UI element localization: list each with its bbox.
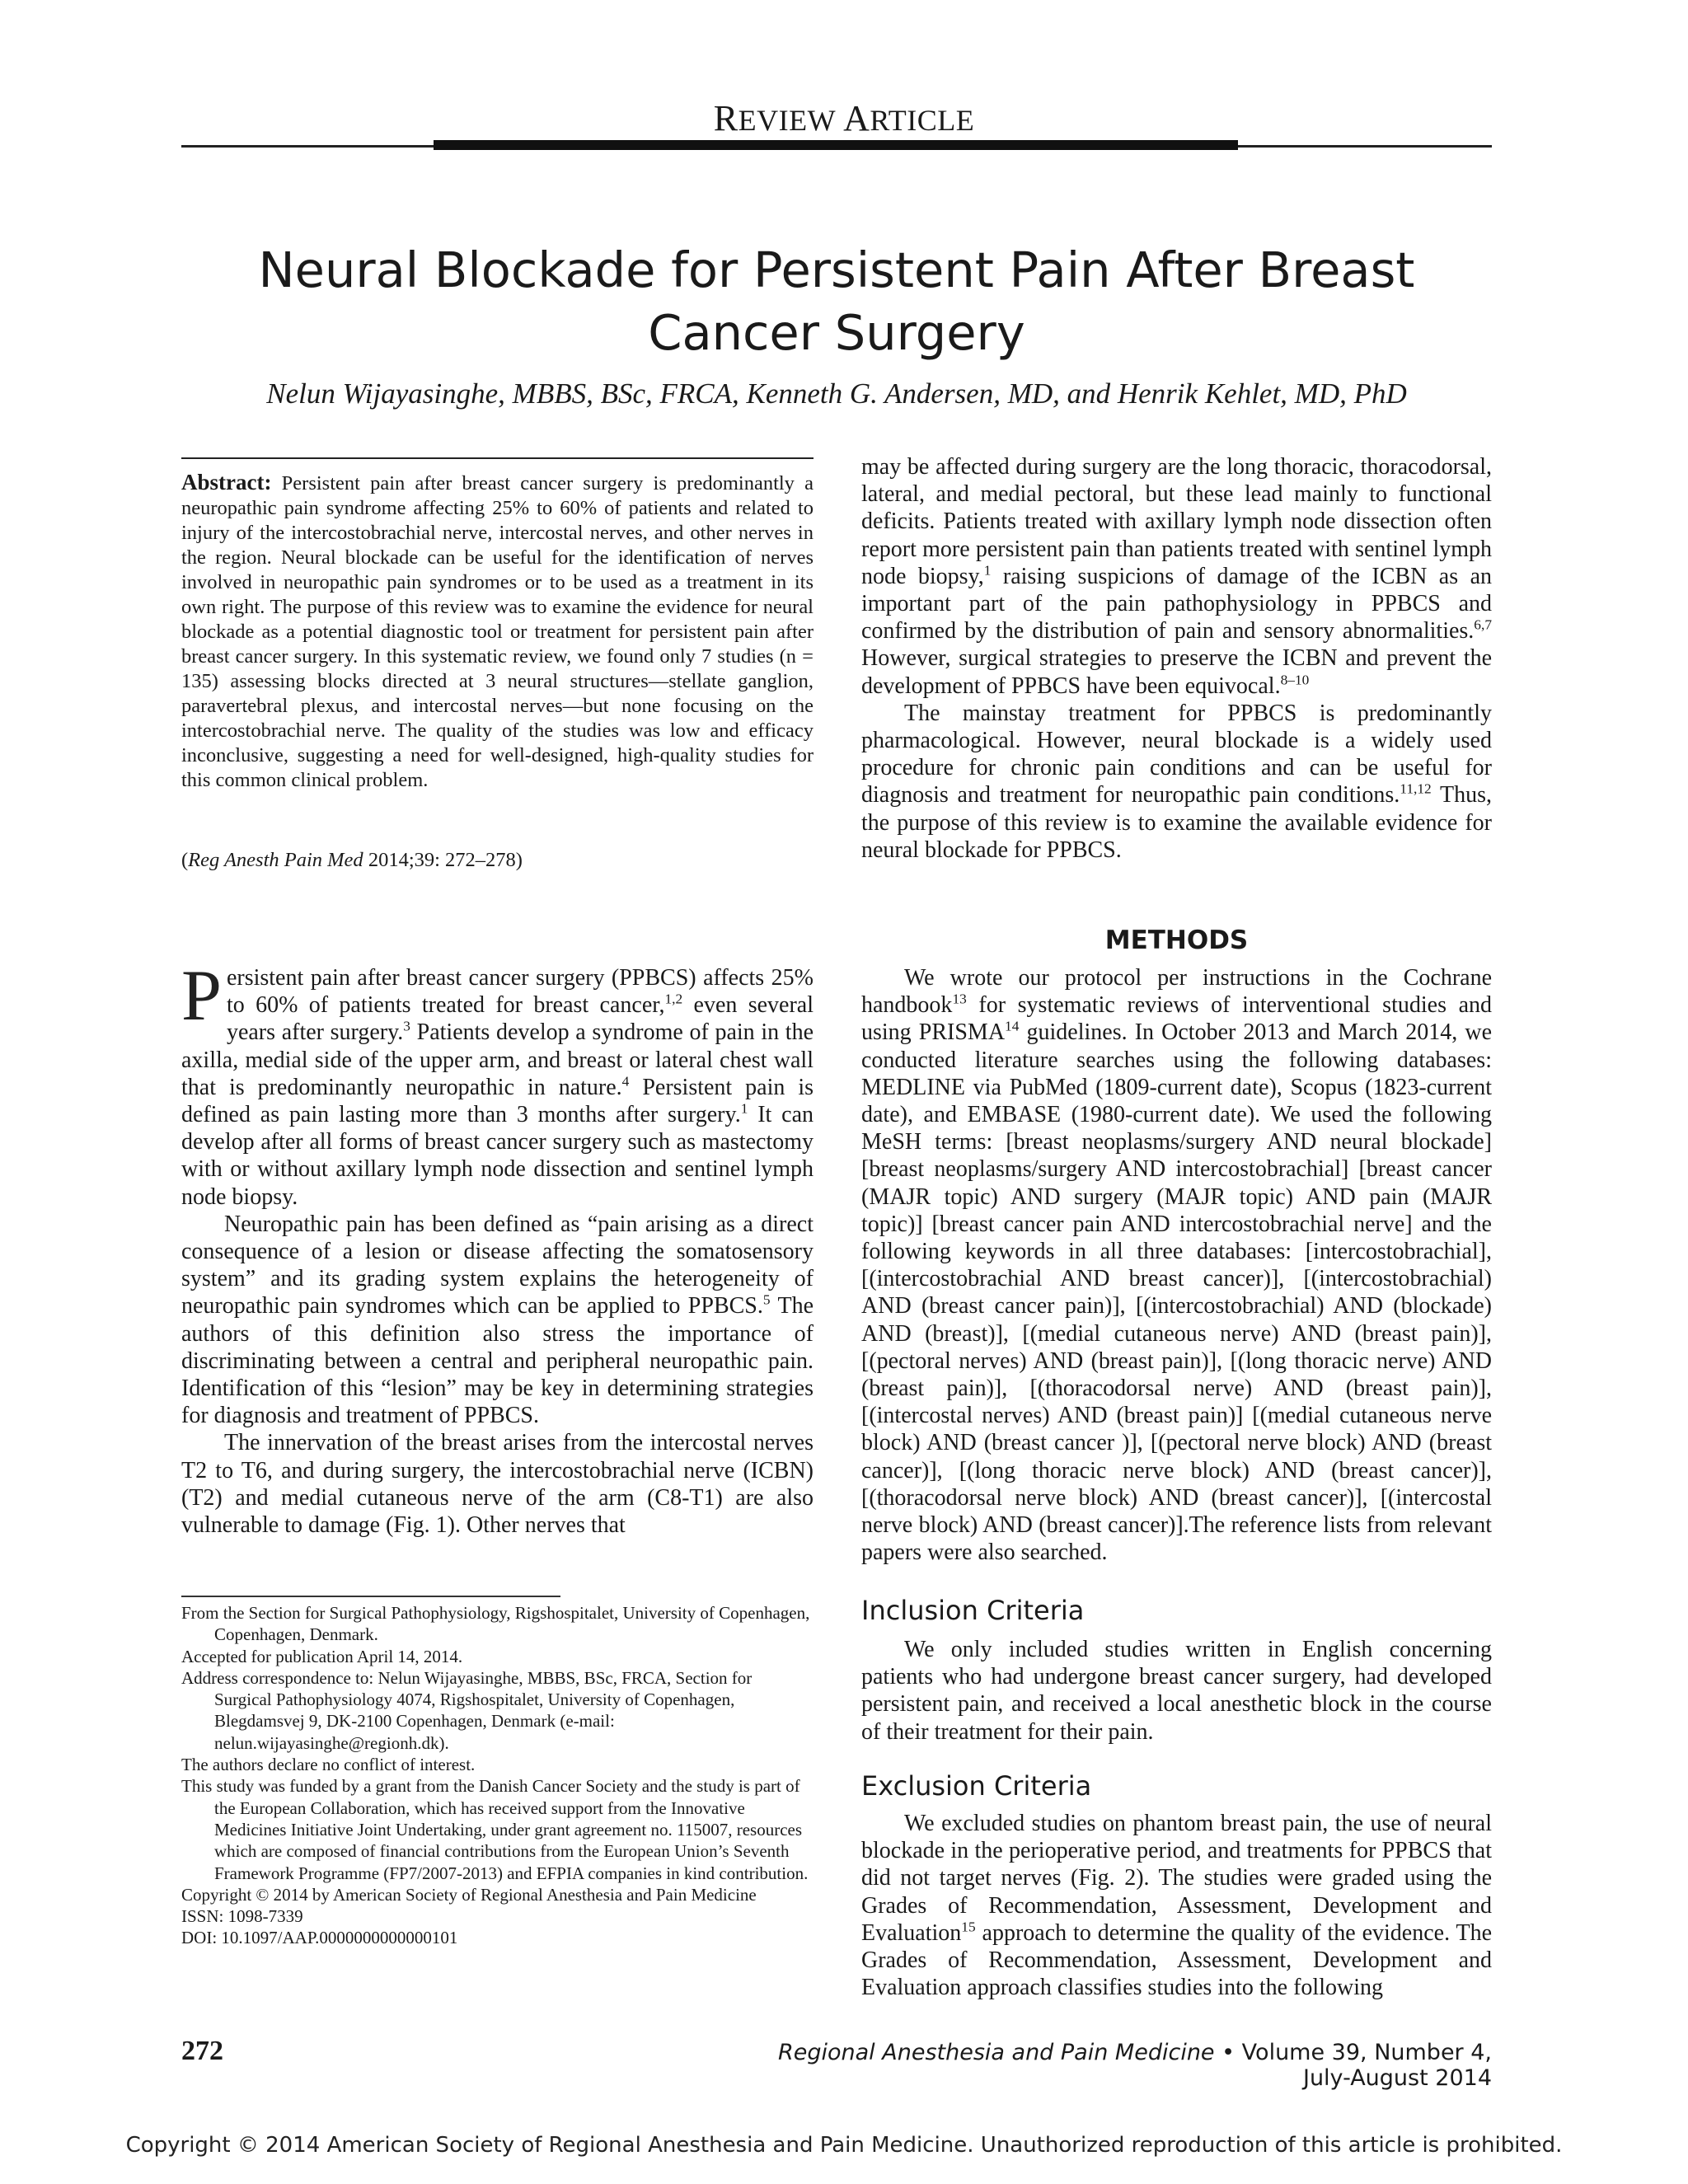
- footnote-funding: This study was funded by a grant from the Danish Cancer Society and the study is part of the European Collaboration, which has received support from the Innovative Medicines Initiative Joint Undertaking, under grant agreement no. 115007, resources which are composed of financial contributions from the European Union’s Seventh Framework Programme (FP7/2007-2013) and EFPIA companies in kind contribution.: [181, 1776, 809, 1883]
- paragraph-mainstay: [861, 700, 1492, 864]
- abstract-text: Persistent pain after breast cancer surgery is predominantly a neuropathic pain syndrome affecting 25% to 60% of patients and related to injury of the intercostobrachial nerve, intercostal nerves, and other nerves in the region. Neural blockade can be useful for the identification of nerves involved in neuropathic pain syndromes or to be used as a treatment in its own right. The purpose of this review was to examine the evidence for neural blockade as a potential diagnostic tool or treatment for persistent pain after breast cancer surgery. In this systematic review, we found only 7 studies (n = 135) assessing blocks directed at 3 neural structures—stellate ganglion, paravertebral plexus, and intercostal nerves—but none focusing on the intercostobrachial nerve. The quality of the studies was low and efficacy inconclusive, suggesting a need for well-designed, high-quality studies for this common clinical problem.: [181, 472, 814, 791]
- inclusion-criteria-heading: Inclusion Criteria: [861, 1595, 1085, 1626]
- abstract-rule: [181, 457, 814, 459]
- text: ersistent pain after breast cancer surgery (PPBCS) affects 25% to 60% of patients treated for breast cancer,: [226, 965, 814, 1019]
- title-line-1: Neural Blockade for Persistent Pain After Breast: [258, 241, 1415, 298]
- section-label-rest-1: EVIEW: [738, 104, 837, 137]
- paragraph-exclusion: [861, 1810, 1492, 2001]
- author-list: Nelun Wijayasinghe, MBBS, BSc, FRCA, Kenneth G. Andersen, MD, and Henrik Kehlet, MD, PhD: [266, 377, 1407, 410]
- section-label-initial-2: A: [843, 98, 870, 138]
- citation-open: (: [181, 849, 189, 871]
- text: It can develop after all forms of breast cancer surgery such as mastectomy with or without axillary lymph node dissection and sentinel lymph node biopsy.: [181, 1102, 814, 1210]
- section-label: [0, 97, 1688, 139]
- citation-ref: 14: [1005, 1019, 1020, 1035]
- page-number: 272: [181, 2036, 223, 2066]
- text: may be affected during surgery are the long thoracic, thoracodorsal, lateral, and medial pectoral, but these lead mainly to functional deficits. Patients treated with axillary lymph node dissection often report more persistent pain than patients treated with sentinel lymph node biopsy,: [861, 454, 1492, 589]
- text: guidelines. In October 2013 and March 2014, we conducted literature searches using the following databases: MEDLINE via PubMed (1809-current date), Scopus (1823-current date), and EMBASE (1980-current date). We used the following MeSH terms: [breast neoplasms/surgery AND neural blockade] [breast neoplasms/surgery AND intercostobrachial] [breast cancer (MAJR topic) AND surgery (MAJR topic) AND pain (MAJR topic)] [breast cancer pain AND intercostobrachial nerve] and the following keywords in all three databases: [intercostobrachial], [(intercostobrachial AND breast cancer)], [(intercostobrachial) AND (breast cancer pain)], [(intercostobrachial) AND (blockade) AND (breast)], [(medial cutaneous nerve) AND (breast pain)], [(pectoral nerves) AND (breast pain)], [(long thoracic nerve) AND (breast pain)], [(thoracodorsal nerve) AND (breast pain)], [(intercostal nerves) AND (breast pain)] [(medial cutaneous nerve block) AND (breast cancer )], [(pectoral nerve block) AND (breast cancer)], [(long thoracic nerve block) AND (breast cancer)], [(thoracodorsal nerve block) AND (breast cancer)], [(intercostal nerve block) AND (breast cancer)].The reference lists from relevant papers were also searched.: [861, 1019, 1492, 1566]
- citation-ref: 8–10: [1280, 672, 1310, 688]
- abstract-label: Abstract:: [181, 470, 272, 494]
- text: The mainstay treatment for PPBCS is predominantly pharmacological. However, neural blockade is a widely used procedure for chronic pain conditions and can be useful for diagnosis and treatment for neuropathic pain conditions.: [861, 700, 1492, 808]
- text: Patients develop a syndrome of pain in the axilla, medial side of the upper arm, and breast or lateral chest wall that is predominantly neuropathic in nature.: [181, 1019, 814, 1100]
- footnote-affiliation: From the Section for Surgical Pathophysiology, Rigshospitalet, University of Copenhagen, Copenhagen, Denmark.: [181, 1603, 810, 1645]
- citation-ref: 13: [952, 991, 967, 1007]
- footnote-rule: [181, 1596, 560, 1597]
- citation: [181, 849, 814, 872]
- citation-ref: 1: [983, 562, 992, 579]
- paragraph-intro: [181, 956, 814, 1211]
- text: even several years after surgery.: [226, 992, 814, 1046]
- text: Neuropathic pain has been defined as “pain arising as a direct consequence of a lesion or disease affecting the somatosensory system” and its grading system explains the heterogeneity of neuropathic pain syndromes which can be applied to PPBCS.: [181, 1211, 814, 1319]
- footnote-issn: ISSN: 1098-7339: [181, 1906, 303, 1927]
- text: Persistent pain is defined as pain lasting more than 3 months after surgery.: [181, 1074, 814, 1128]
- paragraph-innervation: The innervation of the breast arises from the intercostal nerves T2 to T6, and during surgery, the intercostobrachial nerve (ICBN) (T2) and medial cutaneous nerve of the arm (C8-T1) are also vulnerable to damage (Fig. 1). Other nerves that: [181, 1430, 814, 1539]
- article-title: [181, 239, 1492, 364]
- journal-name: Regional Anesthesia and Pain Medicine: [777, 2040, 1215, 2065]
- footnotes: [181, 1602, 814, 1949]
- exclusion-criteria-heading: Exclusion Criteria: [861, 1770, 1092, 1802]
- paragraph-protocol: [861, 964, 1492, 1566]
- paragraph-other-nerves: [861, 453, 1492, 700]
- footnote-accepted: Accepted for publication April 14, 2014.: [181, 1646, 463, 1666]
- journal-footer: [742, 2040, 1492, 2091]
- paragraph-neuropathic: [181, 1211, 814, 1430]
- text: raising suspicions of damage of the ICBN as an important part of the pain pathophysiology in PPBCS and confirmed by the distribution of pain and sensory abnormalities.: [861, 563, 1492, 644]
- citation-ref: 4: [621, 1073, 630, 1090]
- text: approach to determine the quality of the evidence. The Grades of Recommendation, Assessment, Development and Evaluation approach classifies studies into the following: [861, 1919, 1492, 2001]
- citation-ref: 1,2: [664, 991, 683, 1007]
- inclusion-criteria-body: [861, 1636, 1492, 1746]
- section-label-initial-1: R: [713, 98, 738, 138]
- header-rule-thick: [434, 140, 1238, 150]
- text: Thus, the purpose of this review is to examine the available evidence for neural blockade for PPBCS.: [861, 782, 1492, 863]
- drop-cap: P: [181, 956, 222, 1036]
- citation-volume: 2014;39: 272–278): [363, 849, 523, 871]
- abstract: [181, 470, 814, 793]
- citation-ref: 1: [740, 1100, 748, 1117]
- right-column-intro: [861, 453, 1492, 864]
- text: The authors of this definition also stress the importance of discriminating between a central and peripheral neuropathic pain. Identification of this “lesion” may be key in determining strategies for diagnosis and treatment of PPBCS.: [181, 1293, 814, 1429]
- text: We wrote our protocol per instructions in the Cochrane handbook: [861, 965, 1492, 1019]
- footnote-conflict: The authors declare no conflict of interest.: [181, 1755, 476, 1775]
- citation-ref: 6,7: [1474, 616, 1492, 633]
- text: However, surgical strategies to preserve the ICBN and prevent the development of PPBCS have been equivocal.: [861, 645, 1492, 699]
- methods-body: [861, 964, 1492, 1566]
- left-column-body: [181, 956, 814, 1539]
- citation-journal: Reg Anesth Pain Med: [188, 849, 363, 871]
- exclusion-criteria-body: [861, 1810, 1492, 2001]
- citation-ref: 3: [403, 1019, 410, 1035]
- footnote-doi: DOI: 10.1097/AAP.0000000000000101: [181, 1928, 458, 1948]
- paragraph-inclusion: We only included studies written in English concerning patients who had undergone breast cancer surgery, had developed persistent pain, and received a local anesthetic block in the course of their treatment for their pain.: [861, 1637, 1492, 1745]
- section-label-rest-2: RTICLE: [870, 104, 975, 137]
- citation-ref: 11,12: [1400, 781, 1432, 798]
- text: We excluded studies on phantom breast pain, the use of neural blockade in the perioperative period, and treatments for PPBCS that did not target nerves (Fig. 2). The studies were graded using the Grades of Recommendation, Assessment, Development and Evaluation: [861, 1811, 1492, 1946]
- text: for systematic reviews of interventional studies and using PRISMA: [861, 992, 1492, 1046]
- journal-issue: Volume 39, Number 4, July-August 2014: [1241, 2040, 1492, 2091]
- copyright-notice: Copyright © 2014 American Society of Regional Anesthesia and Pain Medicine. Unauthorized reproduction of this article is prohibited.: [125, 2133, 1563, 2158]
- footnote-copyright: Copyright © 2014 by American Society of Regional Anesthesia and Pain Medicine: [181, 1884, 757, 1905]
- footnote-correspondence: Address correspondence to: Nelun Wijayasinghe, MBBS, BSc, FRCA, Section for Surgical Pathophysiology 4074, Rigshospitalet, University of Copenhagen, Blegdamsvej 9, DK-2100 Copenhagen, Denmark (e-mail: nelun.wijayasinghe@regionh.dk).: [181, 1667, 753, 1753]
- citation-ref: 15: [961, 1919, 976, 1935]
- separator-bullet: •: [1221, 2040, 1236, 2065]
- citation-ref: 5: [762, 1292, 771, 1309]
- title-line-2: Cancer Surgery: [648, 304, 1025, 361]
- methods-heading: METHODS: [1104, 926, 1249, 955]
